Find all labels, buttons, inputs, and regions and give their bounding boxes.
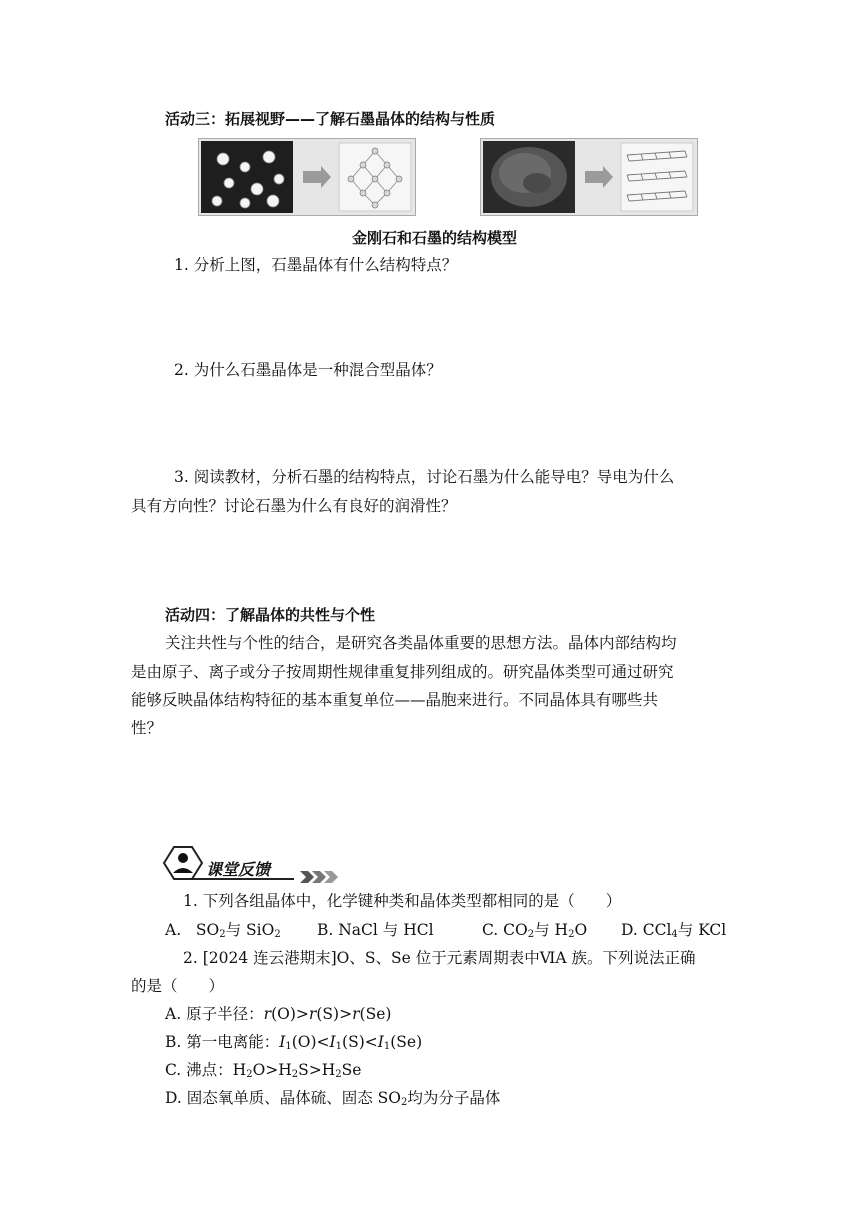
q2-b-sub2: 1 bbox=[335, 1041, 343, 1052]
option-a-sub2: 2 bbox=[274, 929, 281, 940]
q2-b-part3: (S)< bbox=[342, 1033, 378, 1051]
q2-c-part4: Se bbox=[341, 1061, 362, 1079]
option-a-part1: SO bbox=[195, 921, 220, 939]
q2-d-part2: 均为分子晶体 bbox=[407, 1089, 501, 1107]
option-c-sub2: 2 bbox=[568, 929, 575, 940]
q2-c-part2: O>H bbox=[252, 1061, 292, 1079]
q2-c-sub2: 2 bbox=[291, 1069, 299, 1080]
option-d-part2: 与 KCl bbox=[677, 921, 727, 939]
classroom-feedback-banner bbox=[162, 843, 338, 883]
activity3-question-2: 2. 为什么石墨晶体是一种混合型晶体？ bbox=[174, 361, 442, 379]
banner-label: 课堂反馈 bbox=[206, 860, 271, 879]
q2-c-part1: C. 沸点：H bbox=[165, 1061, 247, 1079]
feedback-q1-option-b: B. NaCl 与 HCl bbox=[317, 921, 434, 939]
feedback-question-2-stem-line2: 的是（ ） bbox=[131, 977, 225, 995]
option-a-label: A. bbox=[165, 921, 182, 939]
q2-b-i3: I bbox=[377, 1033, 384, 1051]
feedback-q2-option-a: A. 原子半径：r(O)>r(S)>r(Se) bbox=[165, 1005, 392, 1023]
q2-b-sub3: 1 bbox=[383, 1041, 391, 1052]
q2-c-sub3: 2 bbox=[335, 1069, 342, 1080]
option-c-part1: C. CO bbox=[482, 921, 528, 939]
option-d-part1: D. CCl bbox=[621, 921, 672, 939]
q2-b-part2: (O)< bbox=[291, 1033, 330, 1051]
option-c-part3: O bbox=[574, 921, 588, 939]
q2-b-part4: (Se) bbox=[390, 1033, 423, 1051]
q2-d-sub: 2 bbox=[400, 1097, 408, 1108]
q2-b-sub1: 1 bbox=[285, 1041, 292, 1052]
activity3-question-3-line1: 3. 阅读教材，分析石墨的结构特点，讨论石墨为什么能导电？导电为什么 bbox=[174, 468, 675, 486]
q2-c-sub1: 2 bbox=[246, 1069, 253, 1080]
activity4-heading: 活动四：了解晶体的共性与个性 bbox=[165, 606, 376, 624]
diamond-figure bbox=[198, 138, 416, 216]
graphite-structure-image bbox=[481, 139, 697, 215]
graphite-figure bbox=[480, 138, 698, 216]
feedback-question-1-stem: 1. 下列各组晶体中，化学键种类和晶体类型都相同的是（ ） bbox=[183, 892, 622, 910]
feedback-q1-option-c bbox=[482, 920, 587, 940]
activity3-question-3-line2: 具有方向性？讨论石墨为什么有良好的润滑性？ bbox=[131, 497, 457, 515]
activity3-heading: 活动三：拓展视野——了解石墨晶体的结构与性质 bbox=[165, 110, 496, 128]
activity4-paragraph-line2: 是由原子、离子或分子按周期性规律重复排列组成的。研究晶体类型可通过研究 bbox=[131, 663, 674, 681]
figure-caption: 金刚石和石墨的结构模型 bbox=[352, 229, 518, 247]
activity3-question-1: 1. 分析上图，石墨晶体有什么结构特点？ bbox=[174, 256, 458, 274]
activity4-paragraph-line4: 性？ bbox=[131, 719, 163, 737]
q2-b-part1: B. 第一电离能： bbox=[165, 1033, 280, 1051]
option-a-sub1: 2 bbox=[219, 929, 226, 940]
diamond-structure-image bbox=[199, 139, 415, 215]
activity4-paragraph-line1: 关注共性与个性的结合，是研究各类晶体重要的思想方法。晶体内部结构均 bbox=[165, 634, 677, 652]
q2-c-part3: S>H bbox=[298, 1061, 336, 1079]
feedback-q1-option-d bbox=[621, 920, 726, 940]
option-a-part2: 与 SiO bbox=[225, 921, 275, 939]
q2-b-i1: I bbox=[279, 1033, 286, 1051]
option-c-sub1: 2 bbox=[527, 929, 535, 940]
feedback-q2-option-d bbox=[165, 1088, 500, 1108]
q2-d-part1: D. 固态氧单质、晶体硫、固态 SO bbox=[165, 1089, 401, 1107]
q2-b-i2: I bbox=[329, 1033, 336, 1051]
activity4-paragraph-line3: 能够反映晶体结构特征的基本重复单位——晶胞来进行。不同晶体具有哪些共 bbox=[131, 691, 659, 709]
feedback-q1-option-a bbox=[165, 920, 281, 940]
option-c-part2: 与 H bbox=[534, 921, 569, 939]
feedback-question-2-stem-line1: 2. [2024 连云港期末]O、S、Se 位于元素周期表中ⅥA 族。下列说法正确 bbox=[183, 949, 696, 967]
feedback-q2-option-c bbox=[165, 1060, 361, 1080]
option-d-sub: 4 bbox=[671, 929, 678, 940]
feedback-q2-option-b bbox=[165, 1032, 422, 1052]
